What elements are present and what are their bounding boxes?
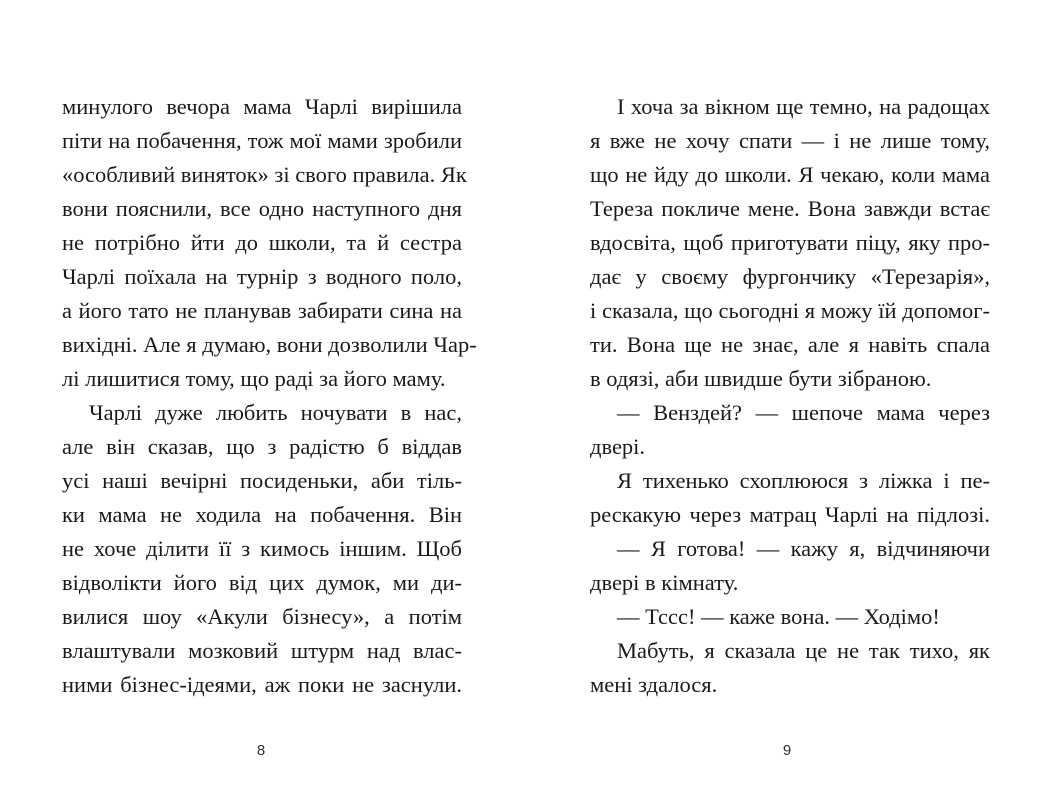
text-line: ки мама не ходила на побачення. Він [62,502,462,527]
text-line: не хоче ділити її з кимось іншим. Щоб [62,536,462,561]
text-line: я вже не хочу спати — і не лише тому, [590,128,990,153]
right-page [590,90,990,790]
text-line: ними бізнес-ідеями, аж поки не заснули. [62,672,462,697]
left-page [62,90,477,790]
text-line: І хоча за вікном ще темно, на радощах [617,94,990,119]
text-line: рескакую через матрац Чарлі на підлозі. [590,502,990,527]
text-line: ти. Вона ще не знає, але я навіть спала [590,332,990,357]
text-line: «особливий виняток» зі свого правила. Як [62,162,467,187]
text-line: лі лишитися тому, що раді за його маму. [62,366,446,391]
text-line: дає у своєму фургончику «Терезарія», [590,264,990,289]
text-line: двері. [590,434,646,459]
text-line: — Венздей? — шепоче мама через [617,400,990,425]
text-line: але він сказав, що з радістю б віддав [62,434,462,459]
text-line: Тереза покличе мене. Вона завжди встає [590,196,990,221]
text-line: вони пояснили, все одно наступного дня [62,196,462,221]
text-line: в одязі, аби швидше бути зібраною. [590,366,932,391]
text-line: мені здалося. [590,672,718,697]
text-line: — Тссс! — каже вона. — Ходімо! [617,604,940,629]
page-number-left: 8 [256,742,266,759]
text-line: вдосвіта, щоб приготувати піцу, яку про- [590,230,990,255]
text-line: Мабуть, я сказала це не так тихо, як [617,638,990,663]
text-line: вихідні. Але я думаю, вони дозволили Чар- [62,332,477,357]
text-line: Чарлі дуже любить ночувати в нас, [89,400,462,425]
text-line: усі наші вечірні посиденьки, аби тіль- [62,468,462,493]
text-line: а його тато не планував забирати сина на [62,298,462,323]
text-line: що не йду до школи. Я чекаю, коли мама [590,162,990,187]
text-line: минулого вечора мама Чарлі вирішила [62,94,462,119]
text-line: піти на побачення, тож мої мами зробили [62,128,462,153]
text-line: двері в кімнату. [590,570,739,595]
text-line: Чарлі поїхала на турнір з водного поло, [62,264,462,289]
text-line: і сказала, що сьогодні я можу їй допомог- [590,298,990,323]
text-line: — Я готова! — кажу я, відчиняючи [617,536,990,561]
text-line: Я тихенько схоплююся з ліжка і пе- [617,468,990,493]
text-line: відволікти його від цих думок, ми ди- [62,570,462,595]
text-line: влаштували мозковий штурм над влас- [62,638,462,663]
text-line: не потрібно йти до школи, та й сестра [62,230,462,255]
text-line: вилися шоу «Акули бізнесу», а потім [62,604,462,629]
page-number-right: 9 [782,742,792,759]
